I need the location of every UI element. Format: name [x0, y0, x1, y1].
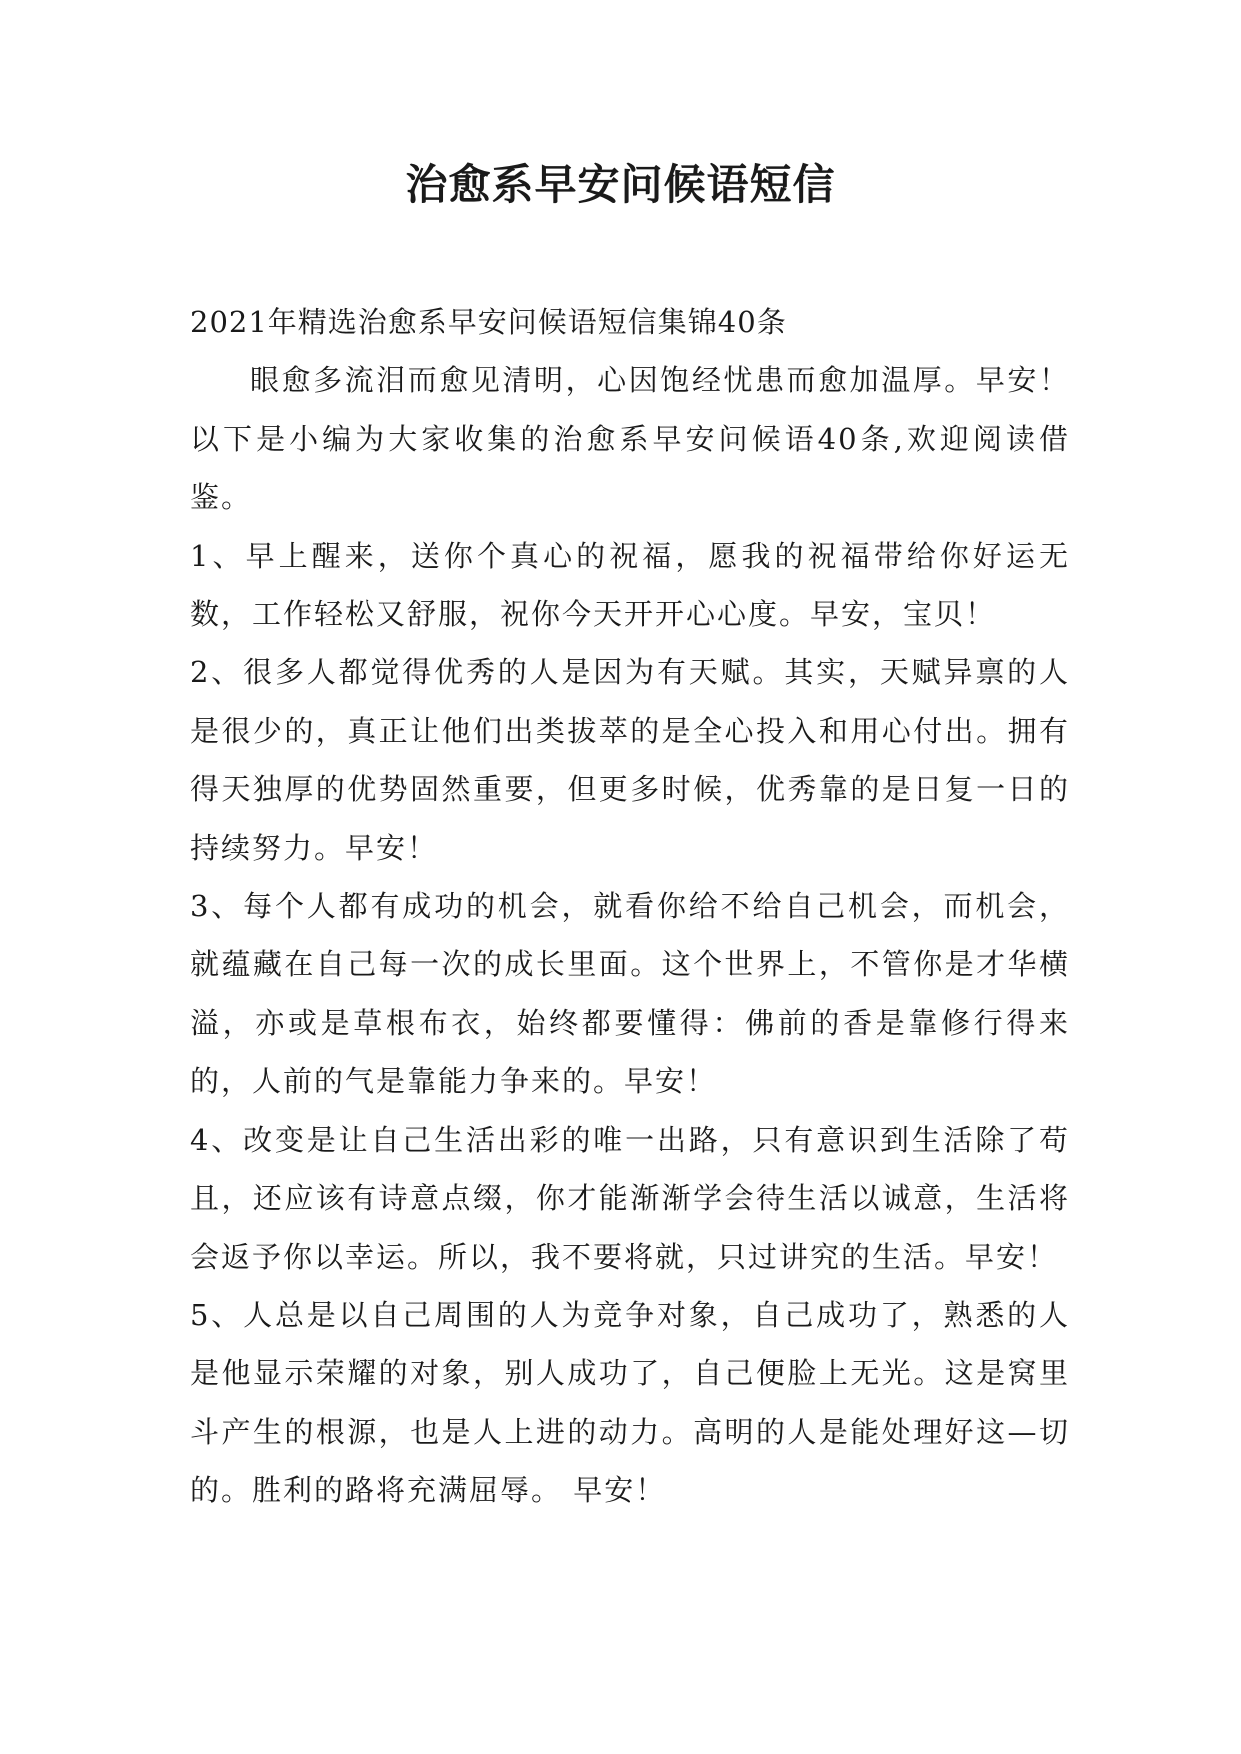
list-item-1: 1、早上醒来，送你个真心的祝福，愿我的祝福带给你好运无数，工作轻松又舒服，祝你今天开开心心度。早安，宝贝！: [190, 538, 1070, 632]
document-title: 治愈系早安问候语短信: [405, 160, 836, 209]
list-item-5: 5、人总是以自己周围的人为竞争对象，自己成功了，熟悉的人是他显示荣耀的对象，别人成功了，自己便脸上无光。这是窝里斗产生的根源，也是人上进的动力。高明的人是能处理好这—切的。胜利的路将充满屈辱。 早安！: [190, 1297, 1070, 1508]
intro-paragraph: 眼愈多流泪而愈见清明，心因饱经忧患而愈加温厚。早安！以下是小编为大家收集的治愈系早安问候语40条,欢迎阅读借鉴。: [190, 363, 1070, 515]
document-body: [190, 293, 1070, 1520]
list-item-4: 4、改变是让自己生活出彩的唯一出路，只有意识到生活除了苟且，还应该有诗意点缀，你才能渐渐学会待生活以诚意，生活将会返予你以幸运。所以，我不要将就，只过讲究的生活。早安！: [190, 1122, 1070, 1274]
document-subtitle: 2021年精选治愈系早安问候语短信集锦40条: [190, 305, 787, 339]
list-item-2: 2、很多人都觉得优秀的人是因为有天赋。其实，天赋异禀的人是很少的，真正让他们出类拔萃的是全心投入和用心付出。拥有得天独厚的优势固然重要，但更多时候，优秀靠的是日复一日的持续努力。早安！: [190, 655, 1070, 865]
list-item-3: 3、每个人都有成功的机会，就看你给不给自己机会，而机会，就蕴藏在自己每一次的成长里面。这个世界上，不管你是才华横溢，亦或是草根布衣，始终都要懂得：佛前的香是靠修行得来的，人前的气是靠能力争来的。早安！: [190, 889, 1070, 1099]
